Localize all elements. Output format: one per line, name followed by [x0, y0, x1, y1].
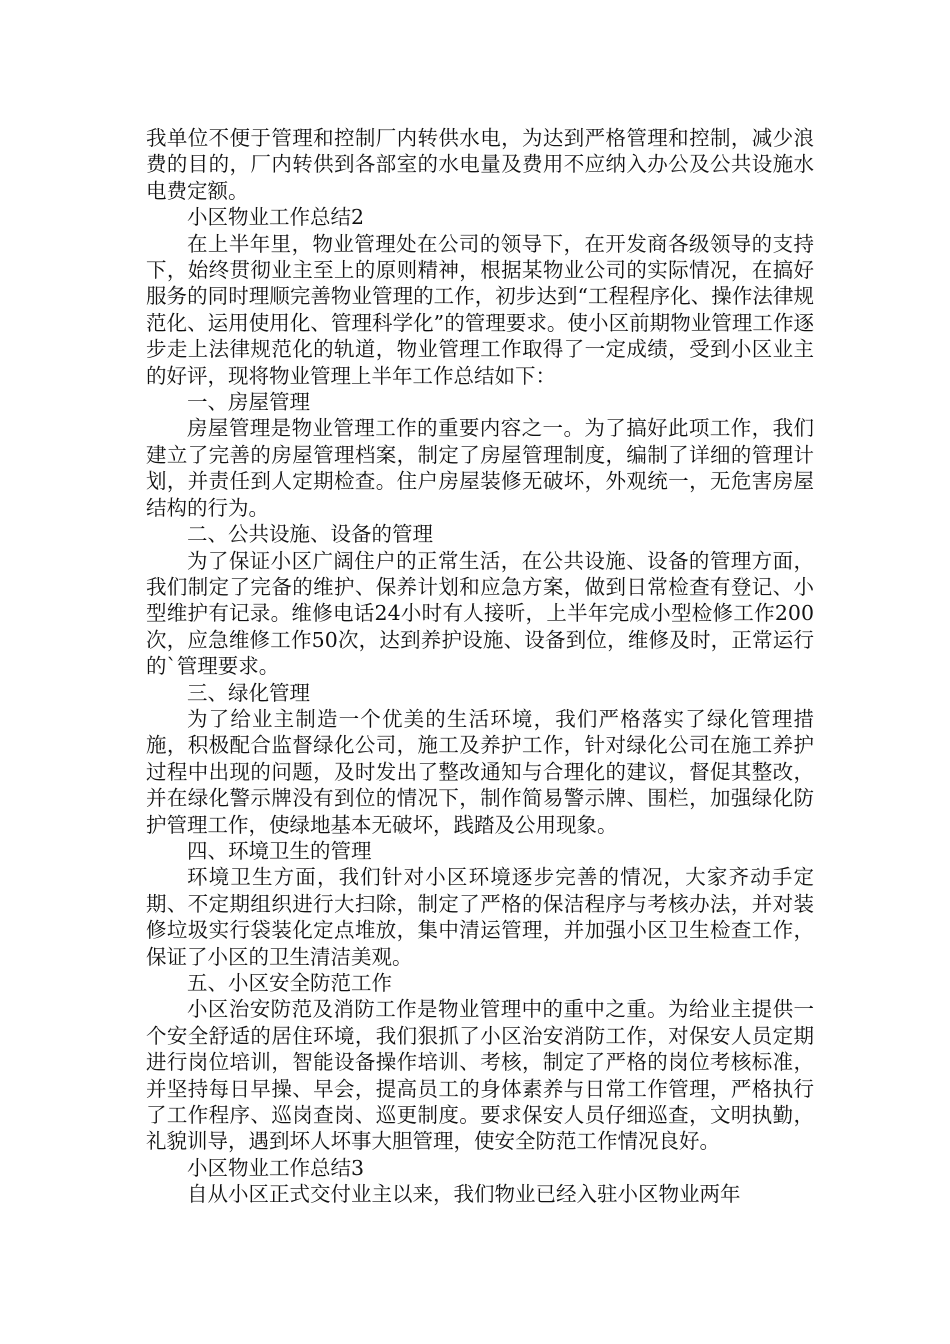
paragraph-summary-2-intro: 在上半年里，物业管理处在公司的领导下，在开发商各级领导的支持下，始终贯彻业主至上的原则精神，根据某物业公司的实际情况，在搞好服务的同时理顺完善物业管理的工作，初步达到“工程程序化、操作法律规范化、运用使用化、管理科学化”的管理要求。使小区前期物业管理工作逐步走上法律规范化的轨道，物业管理工作取得了一定成绩，受到小区业主的好评，现将物业管理上半年工作总结如下：	[146, 231, 814, 388]
paragraph-greening-management: 为了给业主制造一个优美的生活环境，我们严格落实了绿化管理措施，积极配合监督绿化公司，施工及养护工作，针对绿化公司在施工养护过程中出现的问题，及时发出了整改通知与合理化的建议，督促其整改，并在绿化警示牌没有到位的情况下，制作简易警示牌、围栏，加强绿化防护管理工作，使绿地基本无破坏，践踏及公用现象。	[146, 706, 814, 837]
paragraph-summary-3-intro: 自从小区正式交付业主以来，我们物业已经入驻小区物业两年	[187, 1182, 741, 1207]
heading-public-facilities: 二、公共设施、设备的管理	[187, 522, 433, 547]
heading-housing-management: 一、房屋管理	[187, 390, 310, 415]
paragraph-intro-continuation: 我单位不便于管理和控制厂内转供水电，为达到严格管理和控制，减少浪费的目的，厂内转供到各部室的水电量及费用不应纳入办公及公共设施水电费定额。	[146, 126, 814, 203]
paragraph-security: 小区治安防范及消防工作是物业管理中的重中之重。为给业主提供一个安全舒适的居住环境，我们狠抓了小区治安消防工作，对保安人员定期进行岗位培训，智能设备操作培训、考核，制定了严格的岗位考核标准，并坚持每日早操、早会，提高员工的身体素养与日常工作管理，严格执行了工作程序、巡岗查岗、巡更制度。要求保安人员仔细巡查，文明执勤，礼貌训导，遇到坏人坏事大胆管理，使安全防范工作情况良好。	[146, 997, 814, 1154]
heading-greening-management: 三、绿化管理	[187, 680, 310, 705]
heading-security: 五、小区安全防范工作	[187, 971, 392, 995]
section-title-summary-2: 小区物业工作总结2	[187, 205, 365, 230]
paragraph-environmental-hygiene: 环境卫生方面，我们针对小区环境逐步完善的情况，大家齐动手定期、不定期组织进行大扫除，制定了严格的保洁程序与考核办法，并对装修垃圾实行袋装化定点堆放，集中清运管理，并加强小区卫生检查工作，保证了小区的卫生清洁美观。	[146, 865, 814, 969]
paragraph-housing-management: 房屋管理是物业管理工作的重要内容之一。为了搞好此项工作，我们建立了完善的房屋管理档案，制定了房屋管理制度，编制了详细的管理计划，并责任到人定期检查。住户房屋装修无破坏，外观统一，无危害房屋结构的行为。	[146, 416, 814, 520]
heading-environmental-hygiene: 四、环境卫生的管理	[187, 838, 372, 863]
document-page	[146, 125, 814, 1208]
section-title-summary-3: 小区物业工作总结3	[187, 1155, 365, 1180]
paragraph-public-facilities: 为了保证小区广阔住户的正常生活，在公共设施、设备的管理方面，我们制定了完备的维护、保养计划和应急方案，做到日常检查有登记、小型维护有记录。维修电话24小时有人接听，上半年完成小型检修工作200次，应急维修工作50次，达到养护设施、设备到位，维修及时，正常运行的`管理要求。	[146, 548, 814, 679]
